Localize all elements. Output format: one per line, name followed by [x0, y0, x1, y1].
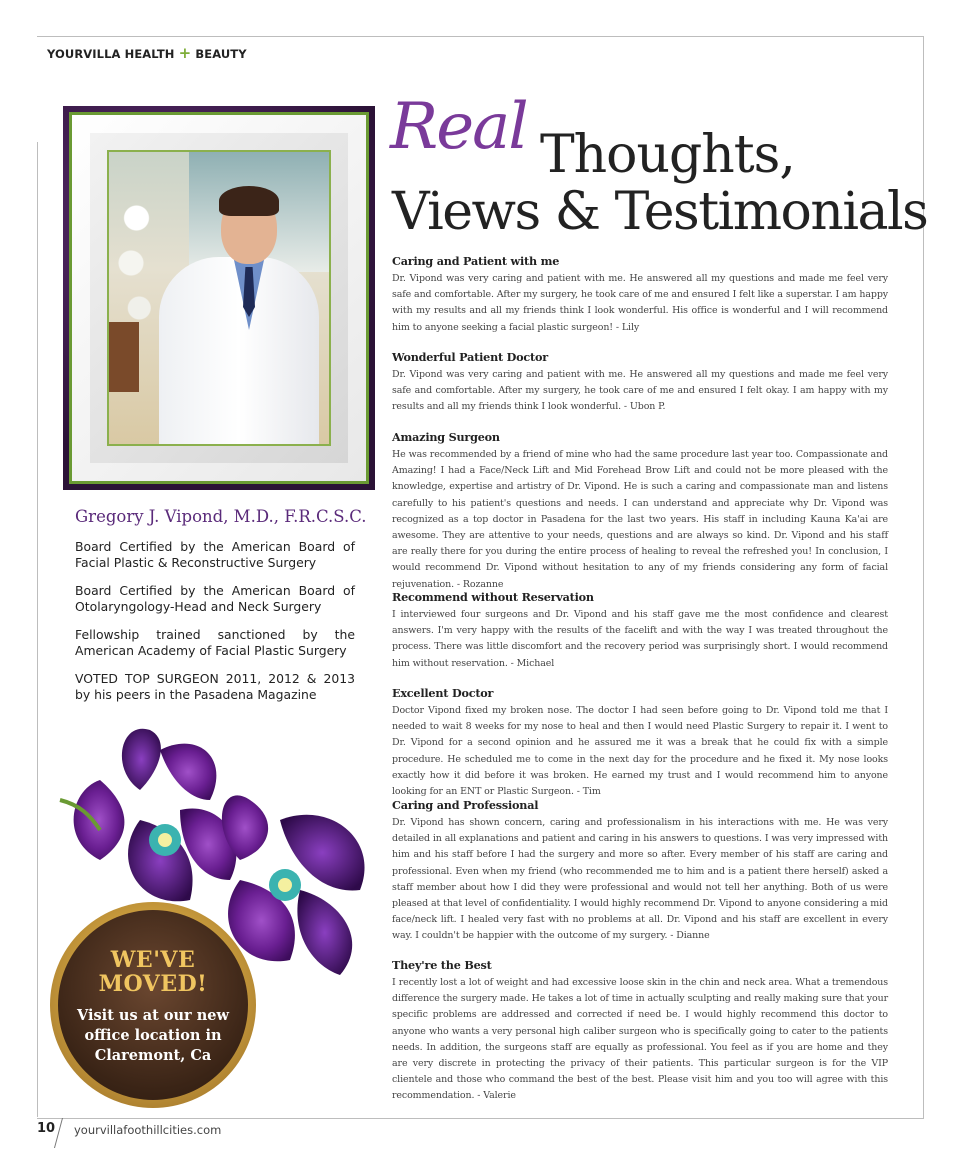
portrait-frame — [63, 106, 375, 490]
testimonial-heading: Recommend without Reservation — [392, 590, 594, 604]
testimonial-body: He was recommended by a friend of mine who had the same procedure last year too. Compassionate and Amazing! I had a Face/Neck Lift and Mid Forehead Brow Lift and could not be more pleased with the knowledge, expertise and artistry of Dr. Vipond. He is such a caring and compassionate man and listens carefully to his patient's questions and needs. I can understand and appreciate why Dr. Vipond was recognized as a top doctor in Pasadena for the last two years. His staff in including Kauna Ka'ai are awesome. They are attentive to your needs, questions and are always so kind. Dr. Vipond and his staff are really there for you during the entire process of healing to reveal the refreshed you! In conclusion, I would recommend Dr. Vipond without hesitation to any of my friends considering any form of facial rejuvenation. - Rozanne — [392, 449, 888, 590]
credential-4: VOTED TOP SURGEON 2011, 2012 & 2013 by his peers in the Pasadena Magazine — [75, 671, 355, 702]
testimonial-heading: They're the Best — [392, 958, 492, 972]
title-script-word: Real — [390, 90, 527, 164]
testimonial — [392, 430, 888, 593]
page-number: 10 — [37, 1121, 56, 1136]
testimonial-heading: Wonderful Patient Doctor — [392, 350, 548, 364]
testimonial-body: Doctor Vipond fixed my broken nose. The doctor I had seen before going to Dr. Vipond told me that I needed to wait 8 weeks for my nose to heal and then I would need Plastic Surgery to repair it. I went to Dr. Vipond for a second opinion and he assured me it was a break that he could fix with a simple procedure. He scheduled me to come in the next day for the procedure and he fixed it. My nose looks exactly how it did before it was broken. He earned my trust and I would recommend him to anyone looking for an ENT or Plastic Surgeon. - Tim — [392, 705, 888, 798]
testimonial-body: Dr. Vipond was very caring and patient with me. He answered all my questions and made me feel very safe and comfortable. After my surgery, he took care of me and ensured I felt like a superstar. I am happy with my results and all my friends think I look wonderful. His office is wonderful and I will recommend him to anyone seeking a facial plastic surgeon! - Lily — [392, 273, 888, 333]
doctor-portrait-photo — [107, 150, 331, 446]
footer-divider — [54, 1118, 63, 1148]
credential-3: Fellowship trained sanctioned by the American Academy of Facial Plastic Surgery — [75, 627, 355, 658]
testimonial — [392, 798, 888, 945]
title-line-1: Thoughts, — [540, 125, 795, 185]
testimonial-heading: Excellent Doctor — [392, 686, 494, 700]
testimonial-body: Dr. Vipond was very caring and patient with me. He answered all my questions and made me feel very safe and comfortable. After my surgery, he took care of me and ensured I felt okay. I am happy with my results and all my friends think I look wonderful. - Ubon P. — [392, 369, 888, 413]
page-border-left — [37, 142, 38, 1117]
weve-moved-badge — [50, 902, 256, 1108]
credential-2: Board Certified by the American Board of Otolaryngology-Head and Neck Surgery — [75, 583, 355, 614]
testimonial-heading: Amazing Surgeon — [392, 430, 500, 444]
testimonial — [392, 958, 888, 1105]
testimonial-heading: Caring and Professional — [392, 798, 539, 812]
testimonial — [392, 686, 888, 800]
testimonial — [392, 590, 888, 672]
doctor-name: Gregory J. Vipond, M.D., F.R.C.S.C. — [75, 507, 367, 526]
testimonial — [392, 254, 888, 336]
badge-subtitle: Visit us at our new office location in Claremont, Ca — [77, 1007, 229, 1064]
title-line-2: Views & Testimonials — [392, 182, 928, 242]
section-header-part1: YOURVILLA HEALTH — [47, 47, 175, 61]
section-header-part2: BEAUTY — [195, 47, 247, 61]
testimonial-heading: Caring and Patient with me — [392, 254, 560, 268]
credential-1: Board Certified by the American Board of Facial Plastic & Reconstructive Surgery — [75, 539, 355, 570]
badge-title: WE'VE MOVED! — [98, 947, 208, 997]
testimonial-body: I recently lost a lot of weight and had excessive loose skin in the chin and neck area. What a tremendous difference the surgery made. He takes a lot of time in actually sculpting and really making sure that your specific problems are addressed and corrected if need be. I would highly recommend this doctor to anyone who wants a very personal high caliber surgeon who is specifically going to cater to the patients needs. In addition, the surgeons staff are equally as professional. You feel as if you are home and they are very discrete in protecting the privacy of their patients. This particular surgeon is for the VIP clientele and those who command the best of the best. Please visit him and you too will agree with this recommendation. - Valerie — [392, 977, 888, 1102]
footer-url: yourvillafoothillcities.com — [74, 1123, 222, 1137]
testimonial-body: Dr. Vipond has shown concern, caring and professionalism in his interactions with me. He was very detailed in all explanations and patient and caring in his answers to questions. I was very impressed with him and his staff before I had the surgery and more so after. Every member of his staff are caring and professional. Even when my friend (who recommended me to him and is a patient there herself) asked a staff member about how I did they were professional and would not tell her anything. Both of us were pleased at that level of confidentiality. I would highly recommend Dr. Vipond to anyone considering a mid face/neck lift. I healed very fast with no problems at all. Dr. Vipond and his staff are excellent in every way. I couldn't be happier with the outcome of my surgery. - Dianne — [392, 817, 888, 942]
testimonial — [392, 350, 888, 416]
section-header — [47, 44, 247, 62]
plus-icon: + — [178, 44, 192, 62]
testimonial-body: I interviewed four surgeons and Dr. Vipond and his staff gave me the most confidence and clearest answers. I'm very happy with the results of the facelift and with the way I was treated throughout the process. There was little discomfort and the recovery period was surprisingly short. I would recommend him without reservation. - Michael — [392, 609, 888, 669]
